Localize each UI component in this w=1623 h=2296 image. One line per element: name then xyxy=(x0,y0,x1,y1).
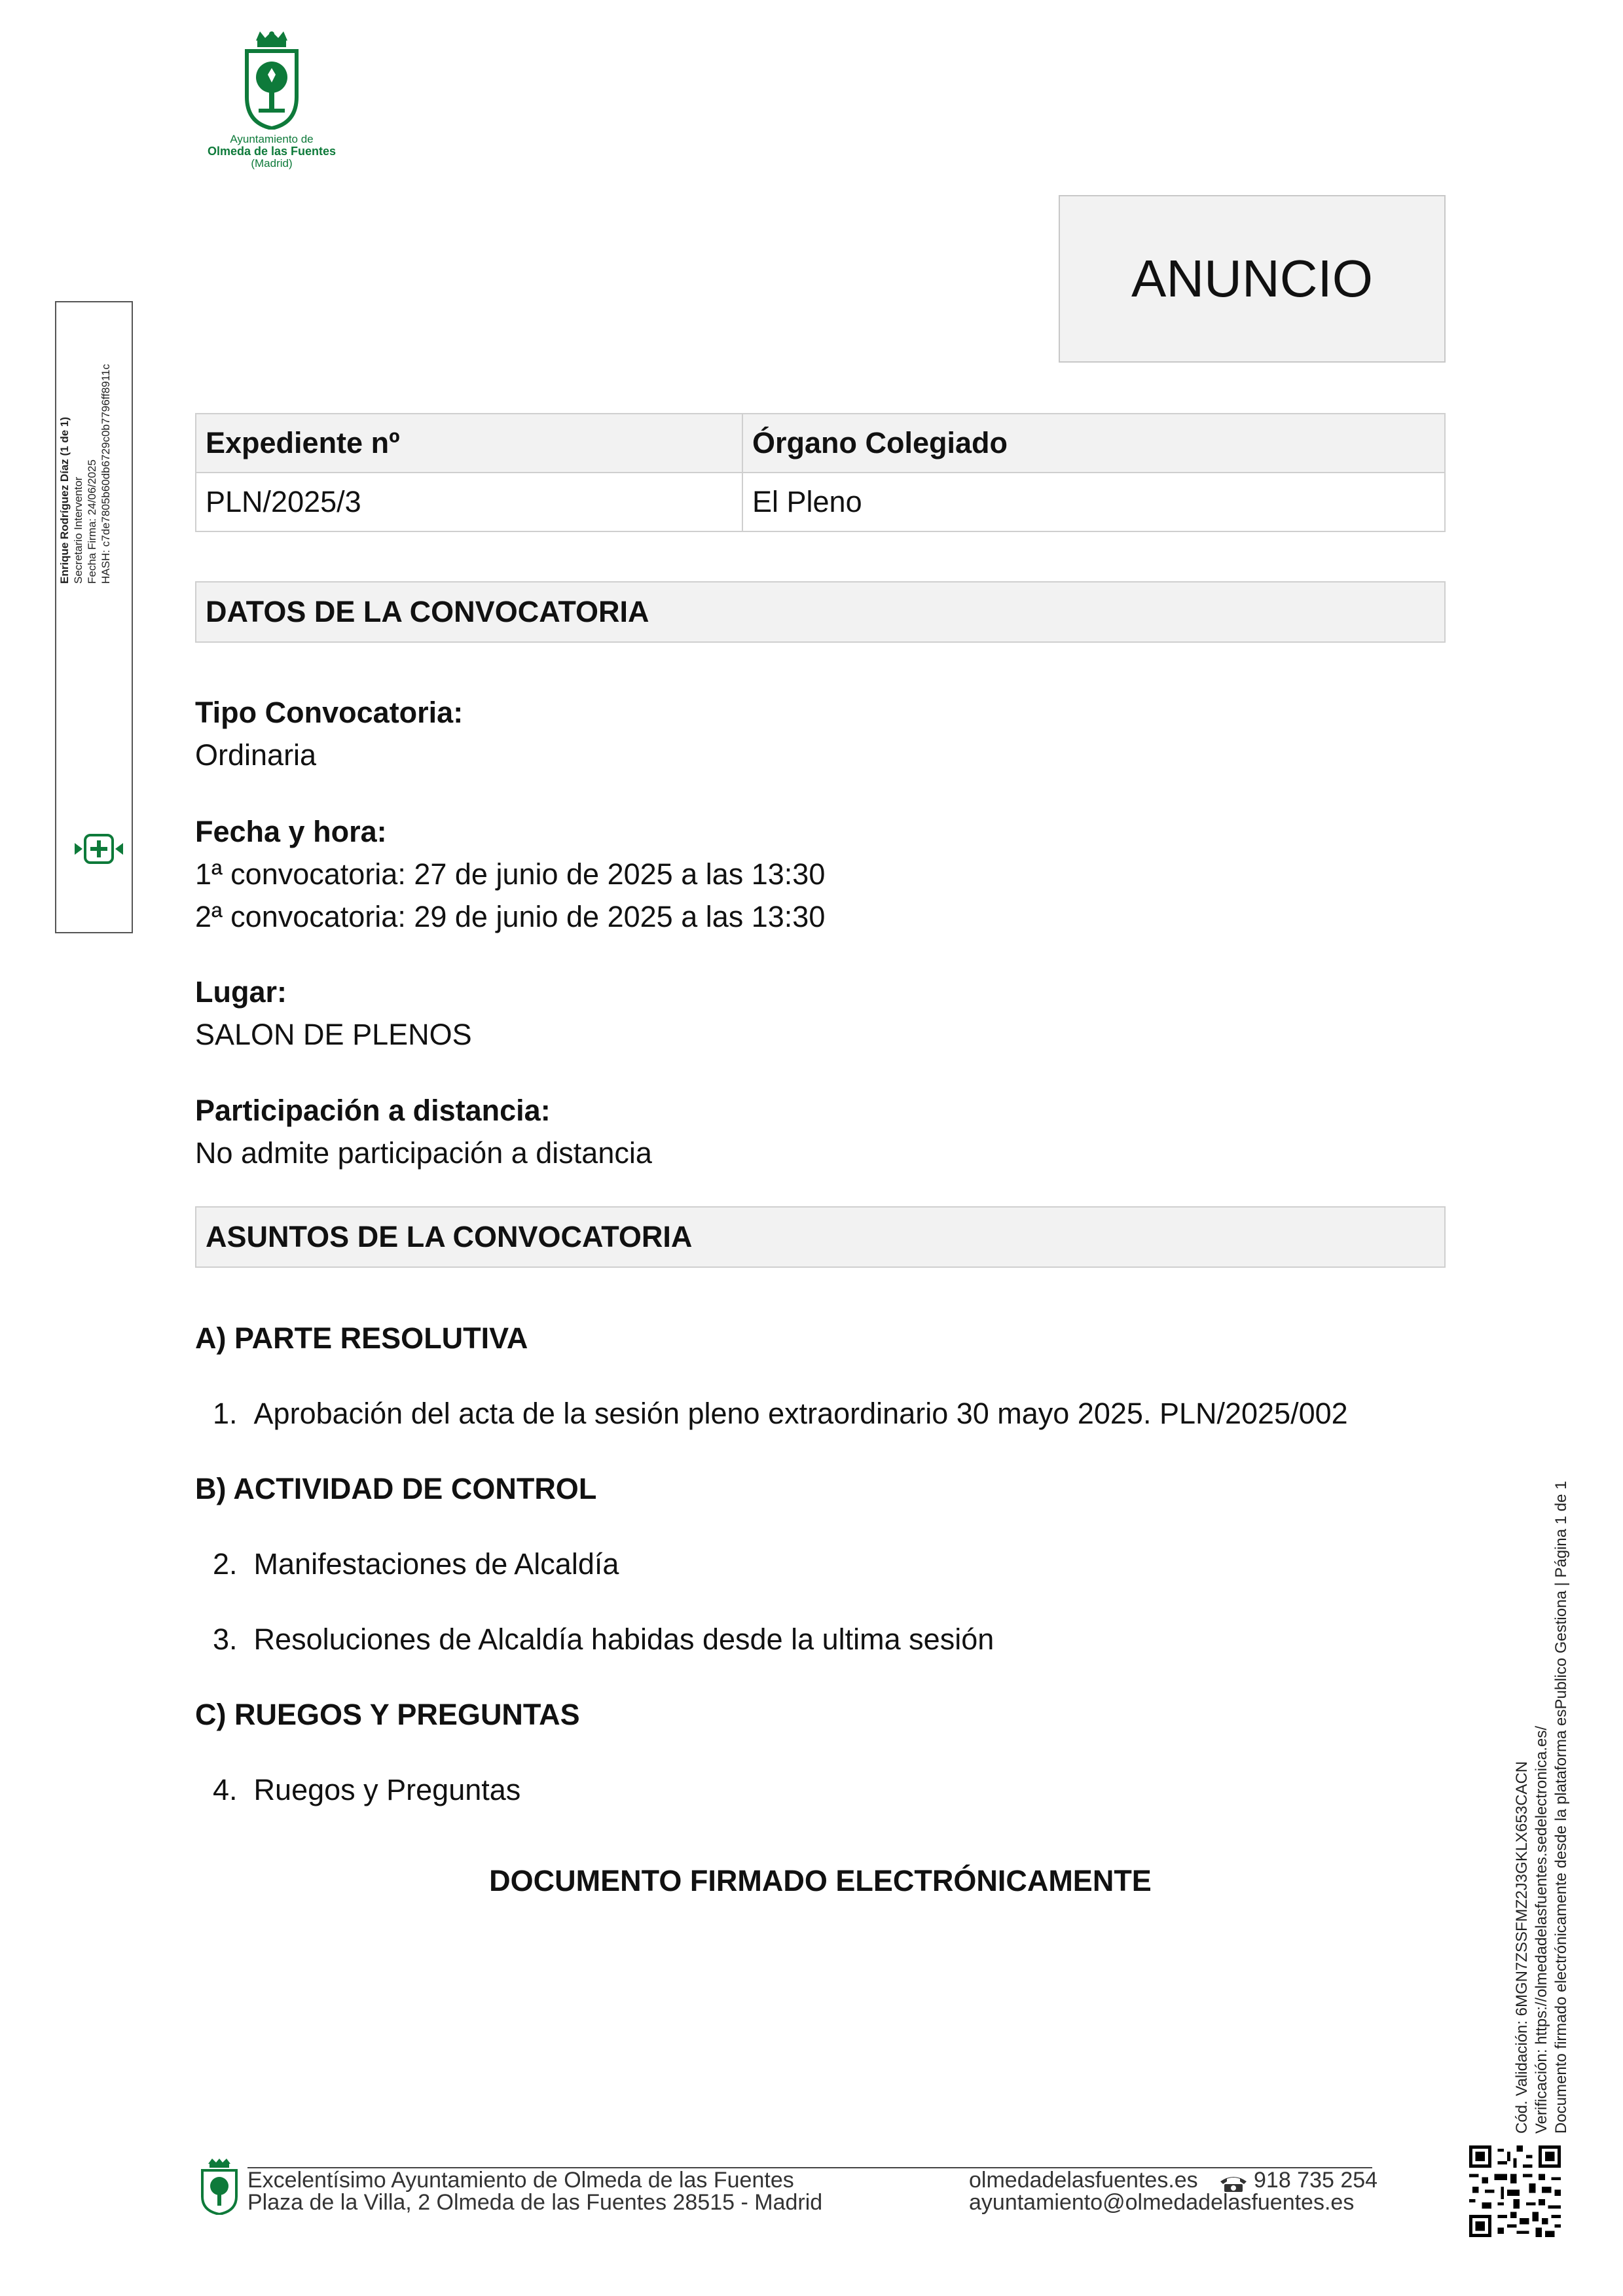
item-text: Ruegos y Preguntas xyxy=(253,1773,521,1806)
municipal-logo xyxy=(196,31,347,170)
header-expediente: Expediente nº xyxy=(196,414,742,473)
footer-address: Plaza de la Villa, 2 Olmeda de las Fuentes 28515 - Madrid xyxy=(247,2190,823,2215)
table-header-row xyxy=(196,414,1445,473)
participacion-label: Participación a distancia: xyxy=(195,1094,551,1127)
coat-of-arms-icon xyxy=(244,31,299,130)
fecha-line1: 1ª convocatoria: 27 de junio de 2025 a las 13:30 xyxy=(195,857,826,891)
signer-role: Secretario Interventor xyxy=(72,476,84,584)
signature-date: Fecha Firma: 24/06/2025 xyxy=(86,459,98,584)
section-asuntos-header: ASUNTOS DE LA CONVOCATORIA xyxy=(195,1206,1446,1268)
announcement-title: ANUNCIO xyxy=(1131,249,1373,308)
signed-notice: DOCUMENTO FIRMADO ELECTRÓNICAMENTE xyxy=(489,1864,1152,1897)
expediente-table xyxy=(195,413,1446,532)
logo-line1: Ayuntamiento de xyxy=(230,133,314,145)
signature-hash: HASH: c7de7805b60db6729c0b7796ff8911c xyxy=(100,364,112,584)
cell-organo: El Pleno xyxy=(742,473,1445,531)
section-datos-header: DATOS DE LA CONVOCATORIA xyxy=(195,581,1446,643)
verification-url: Verificación: https://olmedadelasfuentes.sedelectronica.es/ xyxy=(1533,1725,1550,2134)
list-item xyxy=(213,1547,619,1581)
tipo-value: Ordinaria xyxy=(195,738,317,772)
cell-expediente: PLN/2025/3 xyxy=(196,473,742,531)
footer-website: olmedadelasfuentes.es xyxy=(969,2168,1198,2193)
qr-code-icon xyxy=(1469,2145,1561,2237)
item-text: Aprobación del acta de la sesión pleno extraordinario 30 mayo 2025. PLN/2025/002 xyxy=(253,1397,1348,1430)
signature-stamp xyxy=(55,301,133,933)
lugar-label: Lugar: xyxy=(195,975,287,1009)
participacion-value: No admite participación a distancia xyxy=(195,1136,652,1170)
logo-line3: (Madrid) xyxy=(251,156,293,170)
header-organo: Órgano Colegiado xyxy=(742,414,1445,473)
item-number: 4. xyxy=(213,1773,238,1806)
validation-code: Cód. Validación: 6MGN7ZSSFMZ2J3GKLX653CACN xyxy=(1513,1761,1531,2134)
list-item xyxy=(213,1773,520,1807)
footer-coat-of-arms-icon xyxy=(200,2159,238,2215)
table-row xyxy=(196,473,1445,531)
item-number: 2. xyxy=(213,1547,238,1581)
part-b-title: B) ACTIVIDAD DE CONTROL xyxy=(195,1472,597,1505)
item-number: 3. xyxy=(213,1623,238,1656)
footer-email: ayuntamiento@olmedadelasfuentes.es xyxy=(969,2190,1355,2215)
item-number: 1. xyxy=(213,1397,238,1430)
footer-institution: Excelentísimo Ayuntamiento de Olmeda de las Fuentes xyxy=(247,2168,794,2193)
fecha-line2: 2ª convocatoria: 29 de junio de 2025 a las 13:30 xyxy=(195,900,826,933)
lugar-value: SALON DE PLENOS xyxy=(195,1018,472,1051)
list-item xyxy=(213,1623,994,1657)
part-a-title: A) PARTE RESOLUTIVA xyxy=(195,1321,528,1355)
part-c-title: C) RUEGOS Y PREGUNTAS xyxy=(195,1698,580,1731)
signature-platform-note: Documento firmado electrónicamente desde la plataforma esPublico Gestiona | Página 1 de 1 xyxy=(1552,1480,1570,2134)
item-text: Resoluciones de Alcaldía habidas desde la ultima sesión xyxy=(253,1623,994,1656)
fecha-label: Fecha y hora: xyxy=(195,815,387,848)
item-text: Manifestaciones de Alcaldía xyxy=(253,1547,619,1581)
signature-stamp-text xyxy=(58,283,136,584)
signer-name: Enrique Rodríguez Díaz (1 de 1) xyxy=(58,416,71,584)
seal-icon xyxy=(72,833,126,865)
tipo-label: Tipo Convocatoria: xyxy=(195,696,464,729)
verification-text xyxy=(1512,1414,1571,2134)
footer-phone: 918 735 254 xyxy=(1254,2168,1378,2193)
logo-line2: Olmeda de las Fuentes xyxy=(207,144,337,158)
list-item xyxy=(213,1397,1348,1431)
announcement-title-box xyxy=(1059,195,1446,363)
